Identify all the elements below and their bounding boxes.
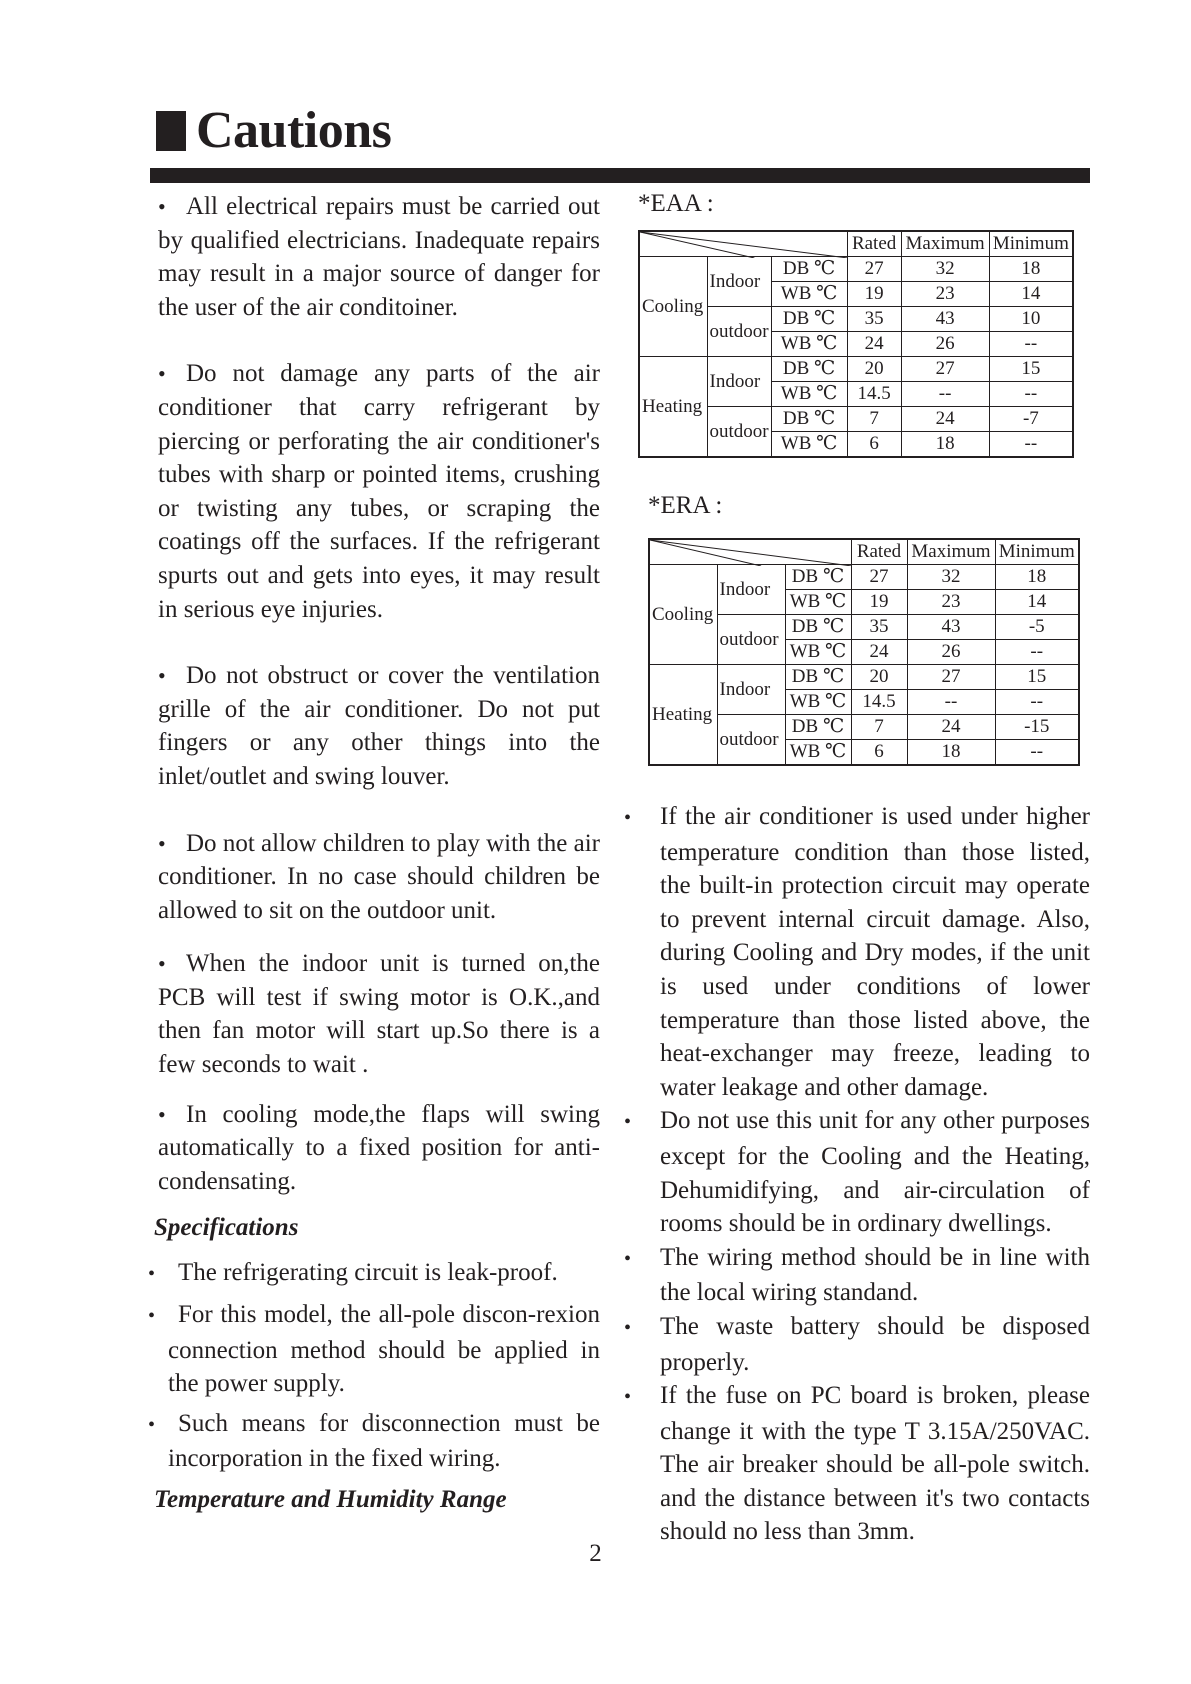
location-cell: outdoor: [707, 307, 771, 357]
cell-bulb: WB ℃: [785, 690, 851, 715]
mode-cell: Heating: [639, 357, 707, 458]
cell-bulb: WB ℃: [785, 590, 851, 615]
cell-max: 32: [907, 565, 995, 590]
bullet-icon: •: [148, 1413, 156, 1436]
cell-rated: 24: [847, 332, 901, 357]
cell-max: 24: [907, 715, 995, 740]
cell-max: 18: [901, 432, 989, 458]
bullet-icon: •: [624, 1111, 632, 1134]
location-cell: Indoor: [717, 565, 785, 615]
cell-bulb: DB ℃: [771, 307, 847, 332]
caution-item: • If the air conditioner is used under higher temperature condition than those listed, the built-in protection circuit may operate to prevent internal circuit damage. Also, during Cooling and Dry modes, if the unit is used under conditions of lower temperature than those listed above, the heat-exchanger may freeze, leading to water leakage and other damage.: [624, 803, 1090, 1101]
caution-paragraph: • Do not damage any parts of the air conditioner that carry refrigerant by piercing or perforating the air conditioner's tubes with sharp or pointed items, crushing or twisting any tubes, or scraping the coatings off the surfaces. If the refrigerant spurts out and gets into eyes, it may result in serious eye injuries.: [158, 357, 600, 626]
cell-rated: 27: [847, 257, 901, 282]
cell-rated: 14.5: [851, 690, 907, 715]
cell-max: --: [901, 382, 989, 407]
cell-rated: 6: [847, 432, 901, 458]
cell-max: 26: [901, 332, 989, 357]
column-header: Minimum: [995, 539, 1079, 565]
mode-cell: Cooling: [639, 257, 707, 357]
bullet-icon: •: [148, 1305, 156, 1328]
cell-max: 18: [907, 740, 995, 766]
bullet-icon: •: [148, 1263, 156, 1286]
cell-rated: 7: [851, 715, 907, 740]
cell-rated: 19: [847, 282, 901, 307]
cell-min: -15: [995, 715, 1079, 740]
location-cell: outdoor: [717, 615, 785, 665]
title-rule: [150, 168, 1090, 183]
cell-max: --: [907, 690, 995, 715]
cell-min: --: [989, 332, 1073, 357]
cell-min: 15: [989, 357, 1073, 382]
table-label-era: *ERA :: [648, 492, 723, 519]
cell-rated: 35: [851, 615, 907, 640]
caution-item: • Do not use this unit for any other purposes except for the Cooling and the Heating, Dehumidifying, and air-circulation of rooms should be in ordinary dwellings.: [624, 1107, 1090, 1238]
column-header: Rated: [847, 231, 901, 257]
caution-item: • If the fuse on PC board is broken, please change it with the type T 3.15A/250VAC. The air breaker should be all-pole switch. and the distance between it's two contacts should no less than 3mm.: [624, 1382, 1090, 1546]
column-header: Rated: [851, 539, 907, 565]
cell-bulb: DB ℃: [785, 565, 851, 590]
bullet-icon: •: [158, 361, 166, 387]
spec-item: • The refrigerating circuit is leak-proof.: [158, 1256, 600, 1292]
cell-max: 43: [901, 307, 989, 332]
spec-item: • Such means for disconnection must be incorporation in the fixed wiring.: [148, 1409, 600, 1473]
cell-bulb: WB ℃: [771, 382, 847, 407]
location-cell: Indoor: [707, 357, 771, 407]
cell-bulb: WB ℃: [771, 332, 847, 357]
page-number: 2: [589, 1540, 602, 1567]
mode-cell: Cooling: [649, 565, 717, 665]
bullet-icon: •: [624, 1316, 632, 1339]
cell-bulb: WB ℃: [771, 432, 847, 458]
bullet-icon: •: [158, 663, 166, 689]
header-diagonal-cell: [649, 539, 851, 565]
cell-min: 18: [989, 257, 1073, 282]
column-header: Maximum: [907, 539, 995, 565]
cell-rated: 19: [851, 590, 907, 615]
cell-bulb: DB ℃: [771, 407, 847, 432]
cell-bulb: DB ℃: [771, 257, 847, 282]
location-cell: outdoor: [717, 715, 785, 766]
column-header: Minimum: [989, 231, 1073, 257]
cell-bulb: WB ℃: [785, 740, 851, 766]
table-label-eaa: *EAA :: [638, 190, 714, 217]
title-square-icon: [156, 111, 186, 151]
cell-rated: 24: [851, 640, 907, 665]
cell-max: 23: [901, 282, 989, 307]
temperature-range-table: [638, 230, 1074, 458]
bullet-icon: •: [624, 1386, 632, 1409]
table-row: [649, 665, 1079, 690]
page-title: Cautions: [196, 102, 392, 159]
cell-min: --: [995, 640, 1079, 665]
cell-bulb: WB ℃: [771, 282, 847, 307]
cell-rated: 6: [851, 740, 907, 766]
bullet-icon: •: [158, 1101, 166, 1127]
left-column: [148, 190, 600, 1514]
location-cell: outdoor: [707, 407, 771, 458]
cell-min: --: [995, 740, 1079, 766]
cell-max: 27: [907, 665, 995, 690]
specifications-heading: Specifications: [154, 1214, 299, 1242]
caution-paragraph: • In cooling mode,the flaps will swing automatically to a fixed position for anti-condensating.: [158, 1098, 600, 1199]
temperature-range-heading: Temperature and Humidity Range: [154, 1486, 507, 1513]
mode-cell: Heating: [649, 665, 717, 766]
cell-max: 27: [901, 357, 989, 382]
bullet-icon: •: [158, 951, 166, 977]
caution-item: • The waste battery should be disposed properly.: [624, 1312, 1090, 1376]
spec-item: • For this model, the all-pole discon-rexion connection method should be applied in the power supply.: [148, 1301, 600, 1398]
cell-min: -7: [989, 407, 1073, 432]
diagonal-lines-icon: [640, 232, 848, 258]
bullet-icon: •: [158, 830, 166, 856]
bullet-icon: •: [624, 1247, 632, 1270]
caution-paragraph: • All electrical repairs must be carried out by qualified electricians. Inadequate repairs may result in a major source of danger for the user of the air conditoiner.: [158, 190, 600, 324]
cell-min: 15: [995, 665, 1079, 690]
table-row: [639, 257, 1073, 282]
cell-min: --: [989, 432, 1073, 458]
cell-min: 14: [989, 282, 1073, 307]
cell-min: 18: [995, 565, 1079, 590]
header-diagonal-cell: [639, 231, 847, 257]
cell-min: --: [989, 382, 1073, 407]
cell-max: 23: [907, 590, 995, 615]
caution-item: • The wiring method should be in line with the local wiring standand.: [624, 1243, 1090, 1307]
right-column: [624, 800, 1090, 1549]
cell-min: -5: [995, 615, 1079, 640]
cell-max: 26: [907, 640, 995, 665]
table-row: [639, 357, 1073, 382]
cell-min: 10: [989, 307, 1073, 332]
cell-rated: 7: [847, 407, 901, 432]
caution-paragraph: • Do not allow children to play with the air conditioner. In no case should children be allowed to sit on the outdoor unit.: [158, 827, 600, 928]
bullet-icon: •: [158, 194, 166, 219]
cell-rated: 35: [847, 307, 901, 332]
cell-rated: 20: [851, 665, 907, 690]
location-cell: Indoor: [707, 257, 771, 307]
diagonal-lines-icon: [650, 540, 852, 566]
caution-paragraph: • Do not obstruct or cover the ventilation grille of the air conditioner. Do not put fingers or any other things into the inlet/outlet and swing louver.: [158, 659, 600, 793]
column-header: Maximum: [901, 231, 989, 257]
temperature-range-table: [648, 538, 1080, 766]
cell-bulb: DB ℃: [785, 615, 851, 640]
cell-min: 14: [995, 590, 1079, 615]
cell-bulb: WB ℃: [785, 640, 851, 665]
bullet-icon: •: [624, 807, 632, 829]
cell-rated: 14.5: [847, 382, 901, 407]
caution-paragraph: • When the indoor unit is turned on,the PCB will test if swing motor is O.K.,and then fan motor will start up.So there is a few seconds to wait .: [158, 947, 600, 1081]
cell-max: 32: [901, 257, 989, 282]
cell-max: 43: [907, 615, 995, 640]
cell-rated: 20: [847, 357, 901, 382]
page-header: [156, 100, 391, 162]
location-cell: Indoor: [717, 665, 785, 715]
cell-bulb: DB ℃: [785, 665, 851, 690]
cell-bulb: DB ℃: [771, 357, 847, 382]
cell-max: 24: [901, 407, 989, 432]
cell-rated: 27: [851, 565, 907, 590]
cell-min: --: [995, 690, 1079, 715]
cell-bulb: DB ℃: [785, 715, 851, 740]
table-row: [649, 565, 1079, 590]
